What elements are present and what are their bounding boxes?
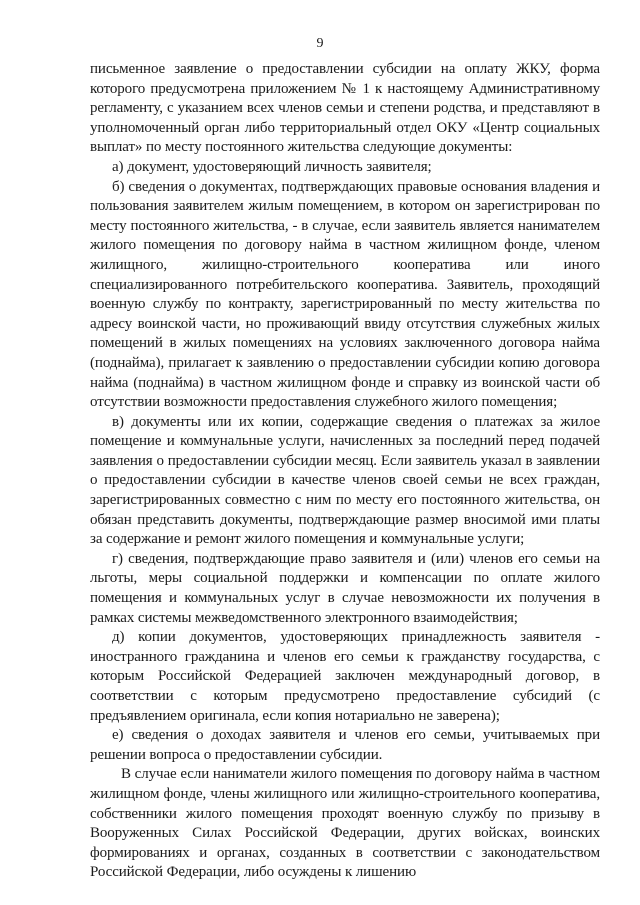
page-number: 9 — [316, 36, 324, 51]
item-e-paragraph: е) сведения о доходах заявителя и членов его семьи, учитываемых при решении вопроса о предоставлении субсидии. — [90, 727, 600, 763]
document-body — [90, 60, 600, 883]
intro-paragraph: письменное заявление о предоставлении субсидии на оплату ЖКУ, форма которого предусмотрена приложением № 1 к настоящему Административному регламенту, с указанием всех членов семьи и степени родства, и представляют в уполномоченный орган либо территориальный отдел ОКУ «Центр социальных выплат» по месту постоянного жительства следующие документы: — [90, 61, 600, 156]
item-b-paragraph: б) сведения о документах, подтверждающих правовые основания владения и пользования заявителем жилым помещением, в котором он зарегистрирован по месту постоянного жительства, - в случае, если заявитель является нанимателем жилого помещения по договору найма в частном жилищном фонде, членом жилищного, жилищно-строительного кооператива или иного специализированного потребительского кооператива. Заявитель, проходящий военную службу по контракту, зарегистрированный по месту жительства по адресу воинской части, но проживающий ввиду отсутствия служебных жилых помещений в жилых помещениях на условиях заключенного договора найма (поднайма), прилагает к заявлению о предоставлении субсидии копию договора найма (поднайма) в частном жилищном фонде и справку из воинской части об отсутствии возможности предоставления служебного жилого помещения; — [90, 178, 600, 411]
item-a-paragraph: а) документ, удостоверяющий личность заявителя; — [112, 158, 432, 175]
item-d-paragraph: д) копии документов, удостоверяющих принадлежность заявителя - иностранного гражданина и членов его семьи к гражданству государства, с которым Российской Федерацией заключен международный договор, в соответствии с которым предусмотрено предоставление субсидий (с предъявлением оригинала, если копия нотариально не заверена); — [90, 629, 600, 724]
item-v-paragraph: в) документы или их копии, содержащие сведения о платежах за жилое помещение и коммунальные услуги, начисленных за последний перед подачей заявления о предоставлении субсидии месяц. Если заявитель указал в заявлении о предоставлении субсидии в качестве членов своей семьи не всех граждан, зарегистрированных совместно с ним по месту его постоянного жительства, он обязан представить документы, подтверждающие размер вносимой ими платы за содержание и ремонт жилого помещения и коммунальные услуги; — [90, 413, 600, 548]
item-g-paragraph: г) сведения, подтверждающие право заявителя и (или) членов его семьи на льготы, меры социальной поддержки и компенсации по оплате жилого помещения и коммунальных услуг в случае невозможности их получения в рамках системы межведомственного электронного взаимодействия; — [90, 550, 600, 626]
closing-paragraph: В случае если наниматели жилого помещения по договору найма в частном жилищном фонде, члены жилищного или жилищно-строительного кооператива, собственники жилого помещения проходят военную службу по призыву в Вооруженных Силах Российской Федерации, других войсках, воинских формированиях и органах, созданных в соответствии с законодательством Российской Федерации, либо осуждены к лишению — [90, 766, 600, 881]
